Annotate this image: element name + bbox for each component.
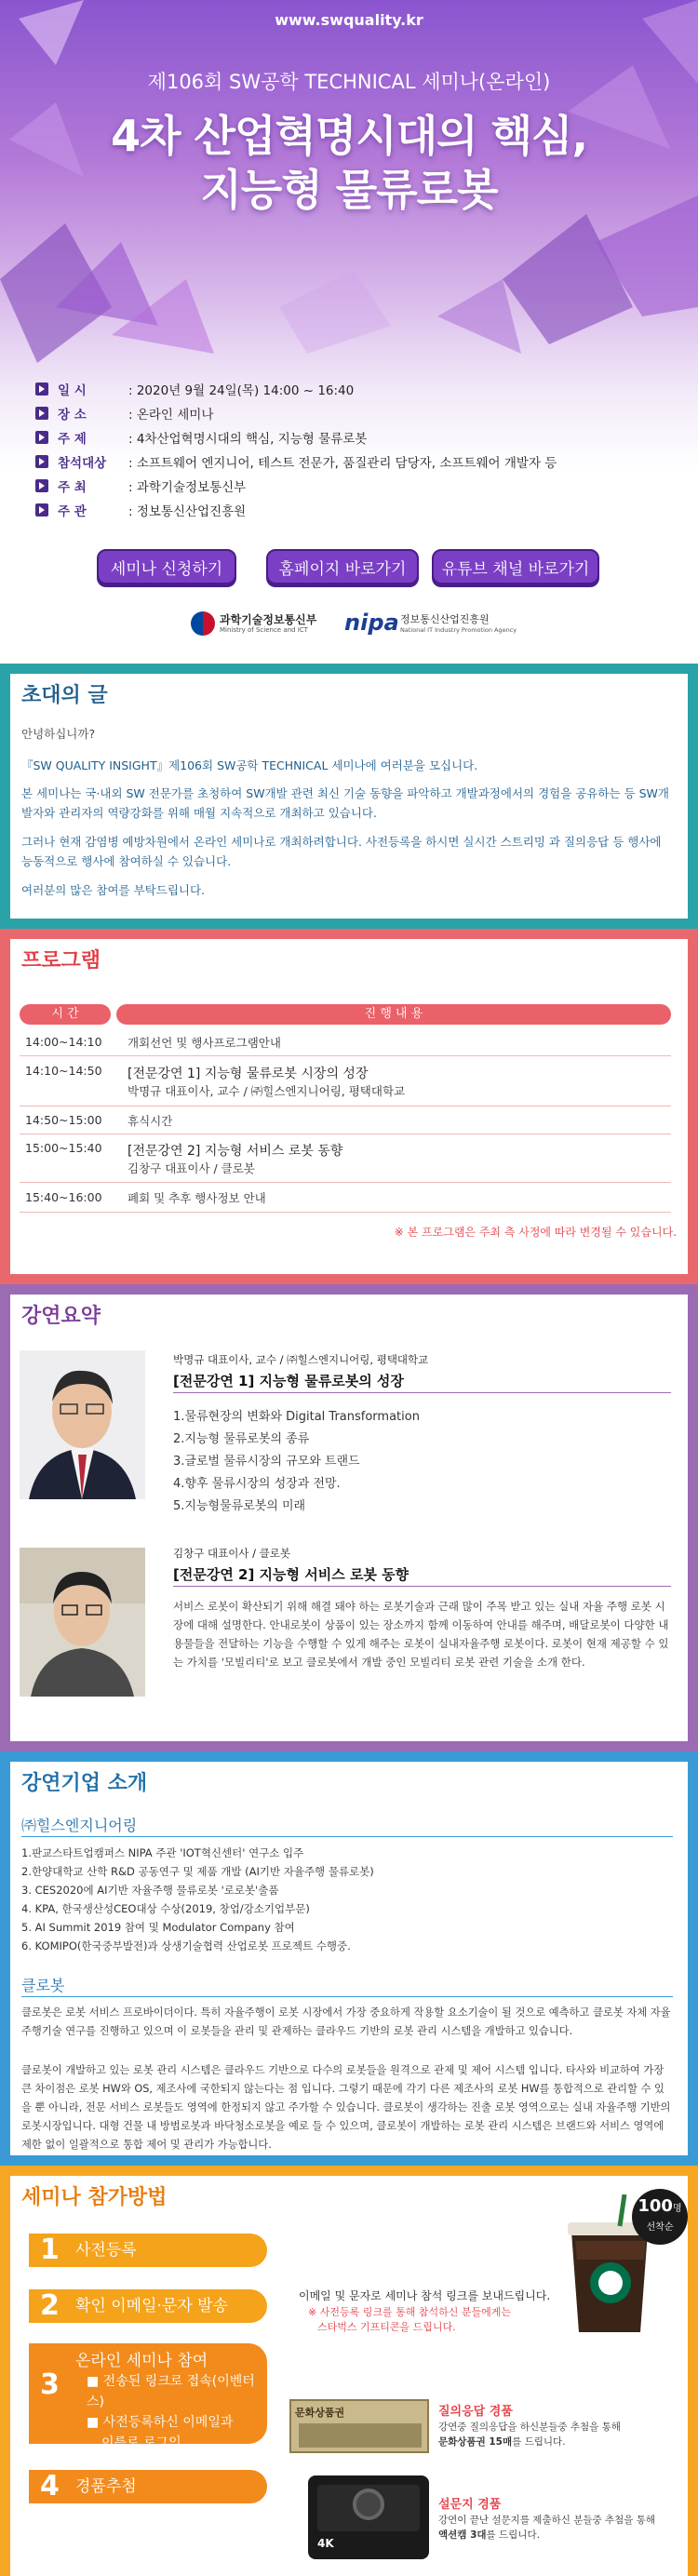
- row-content: 휴식시간: [128, 1113, 173, 1128]
- lecture2-description: 서비스 로봇이 확산되기 위해 해결 돼야 하는 로봇기술과 근래 많이 주목 받고 있는 실내 자율 주행 로봇 시장에 대해 설명한다. 안내로봇이 상품이 있는 장소까지 함께 이동하여 안내를 해주며, 배달로봇이 다양한 내용물들을 전달하는 기능을 수행할 수 있게 해주는 로봇이 실내자율주행 로봇이다. 로봇이 현재 제공할 수 있는 가치를 '모빌리티'로 보고 클로봇에서 개발 중인 모빌리티 로봇 관련 기술을 소개 한다.: [173, 1600, 669, 1669]
- table-row: [20, 1056, 671, 1107]
- info-value: : 2020년 9월 24일(목) 14:00 ~ 16:40: [128, 383, 355, 398]
- info-value: : 정보통신산업진흥원: [128, 504, 247, 519]
- list-item: 3.글로벌 물류시장의 규모와 트랜드: [173, 1455, 360, 1469]
- section-title: 강연기업 소개: [21, 1772, 148, 1795]
- prize2-title: 설문지 경품: [438, 2498, 502, 2512]
- list-item: 6. KOMIPO(한국중부발전)과 상생기술협력 산업로봇 프로젝트 수행중.: [21, 1939, 351, 1952]
- msit-name: 과학기술정보통신부: [220, 613, 317, 626]
- prize2-highlight: 액션캠 3대: [438, 2529, 487, 2541]
- row-time: 15:00~15:40: [25, 1141, 102, 1155]
- col-time-header: 시 간: [20, 1004, 111, 1025]
- info-value: : 소프트웨어 엔지니어, 테스트 전문가, 품질관리 담당자, 소프트웨어 개발자 등: [128, 456, 557, 471]
- msit-name-en: Ministry of Science and ICT: [220, 626, 308, 634]
- invitation-section: [0, 664, 698, 929]
- info-key: 주 최: [58, 480, 87, 495]
- list-item: 5. AI Summit 2019 참여 및 Modulator Company 참여: [21, 1921, 295, 1934]
- nipa-name-en: National IT Industry Promotion Agency: [400, 626, 517, 634]
- badge-number: 100: [638, 2196, 673, 2216]
- row-content: [전문강연 1] 지능형 물류로봇 시장의 성장: [128, 1067, 369, 1081]
- table-row: [20, 1028, 671, 1056]
- main-title-line2: 지능형 물류로봇: [200, 165, 498, 215]
- info-row: [35, 377, 650, 401]
- step-detail: 이름로 로그인: [101, 2435, 181, 2450]
- lecture-section: [0, 1284, 698, 1751]
- company1-history: [21, 1844, 374, 1955]
- divider: [173, 1392, 671, 1393]
- divider: [21, 1996, 673, 1997]
- organizer-logos: [0, 610, 698, 637]
- greeting: 안녕하십니까?: [21, 727, 96, 741]
- list-item: 2.지능형 물류로봇의 종류: [173, 1432, 310, 1446]
- row-time: 14:00~14:10: [25, 1035, 102, 1049]
- table-row: [20, 1134, 671, 1183]
- info-row: [35, 498, 650, 522]
- speaker2-photo: [20, 1548, 145, 1697]
- gift-card-image: [289, 2399, 429, 2453]
- row-content: [전문강연 2] 지능형 서비스 로봇 동향: [128, 1144, 343, 1159]
- info-key: 참석대상: [58, 456, 107, 471]
- site-url[interactable]: www.swquality.kr: [275, 11, 423, 29]
- list-item: 2.한양대학교 산학 R&D 공동연구 및 제품 개발 (AI기반 자율주행 물류로봇): [21, 1865, 374, 1878]
- invitation-p2: 본 세미나는 국·내외 SW 전문가를 초청하여 SW개발 관련 최신 기술 동향을 파악하고 개발과정에서의 경험을 공유하는 등 SW개발자와 관리자의 역량강화를 위해 매월 지속적으로 개최하고 있습니다.: [21, 786, 669, 820]
- section-title: 세미나 참가방법: [21, 2186, 168, 2209]
- bullet-icon: [35, 407, 48, 420]
- info-row: [35, 474, 650, 498]
- step-number: 2: [40, 2289, 60, 2322]
- participation-section: [0, 2166, 698, 2576]
- info-value: : 4차산업혁명시대의 핵심, 지능형 물류로봇: [128, 432, 368, 447]
- step-label: 확인 이메일·문자 발송: [75, 2297, 229, 2315]
- section-title: 초대의 글: [21, 684, 108, 707]
- company2-description-2: 클로봇이 개발하고 있는 로봇 관리 시스템은 클라우드 기반으로 다수의 로봇들을 원격으로 관제 및 제어 시스템 입니다. 타사와 비교하여 가장 큰 차이점은 로봇 HW와 OS, 제조사에 국한되지 않는다는 점 입니다. 그렇기 때문에 각기 다른 제조사의 로봇 HW를 통합적으로 관리할 수 있을 뿐 아니라, 전문 서비스 로봇들도 영역에 한정되지 않고 주가할 수 있습니다. 클로봇이 생각하는 진출 로봇 영역으로는 실내 자율주행 기반의 로봇시장입니다. 대형 건물 내 방범로봇과 바닥청소로봇을 예로 들 수 있으며, 클로봇이 개발하는 로봇 관리 시스템은 브랜드와 서비스 영역에 제한 없이 일괄적으로 통합 제어 및 관리가 가능합니다.: [21, 2064, 671, 2151]
- badge-unit: 명: [672, 2204, 682, 2214]
- event-info: [35, 377, 650, 522]
- lecture1-topic: [전문강연 1] 지능형 물류로봇의 성장: [173, 1373, 404, 1389]
- step-number: 4: [40, 2470, 60, 2502]
- prize1-highlight: 문화상품권 15매: [438, 2436, 513, 2448]
- step-label: 사전등록: [75, 2241, 137, 2260]
- program-section: [0, 929, 698, 1284]
- step-number: 1: [40, 2234, 60, 2266]
- row-speaker: 김창구 대표이사 / 클로봇: [128, 1161, 255, 1175]
- program-note: ※ 본 프로그램은 주최 측 사정에 따라 변경될 수 있습니다.: [394, 1226, 677, 1239]
- step-2: [29, 2289, 267, 2323]
- list-item: 4.향후 물류시장의 성장과 전망.: [173, 1477, 341, 1491]
- info-row: [35, 449, 650, 474]
- table-row: [20, 1107, 671, 1134]
- row-time: 14:50~15:00: [25, 1113, 102, 1127]
- bullet-icon: [35, 455, 48, 468]
- step-3: [29, 2343, 267, 2450]
- list-item: 3. CES2020에 AI기반 자율주행 물류로봇 '로로봇'출품: [21, 1884, 279, 1897]
- step-1: [29, 2234, 267, 2267]
- prize2-desc: 를 드립니다.: [486, 2529, 540, 2541]
- step-4: [29, 2470, 267, 2503]
- step-detail: ■ 사전등록하신 이메일과: [87, 2415, 234, 2430]
- speaker2-affiliation: 김창구 대표이사 / 클로봇: [173, 1547, 290, 1560]
- info-key: 일 시: [58, 383, 87, 398]
- speaker1-photo: [20, 1350, 145, 1499]
- first-come-badge: [632, 2189, 688, 2245]
- seminar-number: 제106회 SW공학 TECHNICAL 세미나(온라인): [147, 71, 551, 93]
- prize1-title: 질의응답 경품: [438, 2405, 513, 2419]
- msit-logo-icon: [191, 611, 215, 636]
- divider: [21, 1836, 673, 1837]
- bullet-icon: [35, 431, 48, 444]
- prize1-desc: 를 드립니다.: [512, 2436, 566, 2448]
- bullet-icon: [35, 503, 48, 517]
- step-number: 3: [40, 2368, 60, 2401]
- step-label: 경품추첨: [75, 2477, 137, 2496]
- info-key: 주 관: [58, 504, 87, 519]
- invitation-p3: 그러나 현재 감염병 예방차원에서 온라인 세미나로 개최하려합니다. 사전등록을 하시면 실시간 스트리밍 과 질의응답 등 행사에 능동적으로 행사에 참여하실 수 있습니다.: [21, 835, 662, 868]
- step-detail: ■ 전송된 링크로 접속(이벤터스): [87, 2374, 255, 2409]
- company2-name: 클로봇: [21, 1977, 65, 1994]
- section-title: 강연요약: [21, 1305, 101, 1328]
- invitation-p4: 여러분의 많은 참여를 부탁드립니다.: [21, 883, 206, 897]
- row-speaker: 박명규 대표이사, 교수 / ㈜힐스엔지니어링, 평택대학교: [128, 1084, 406, 1098]
- prize1-desc: 강연중 질의응답을 하신분들중 추첨을 통해: [438, 2422, 621, 2433]
- company1-name: ㈜힐스엔지니어링: [21, 1817, 138, 1834]
- col-content-header: 진 행 내 용: [116, 1004, 671, 1025]
- list-item: 5.지능형물류로봇의 미래: [173, 1499, 306, 1513]
- divider: [173, 1586, 671, 1587]
- nipa-logo: nipa: [344, 610, 399, 636]
- prize2-desc: 강연이 끝난 설문지를 제출하신 분들중 추첨을 통해: [438, 2515, 656, 2526]
- row-content: 개회선언 및 행사프로그램안내: [128, 1035, 281, 1050]
- bullet-icon: [35, 479, 48, 492]
- register-button[interactable]: 세미나 신청하기: [97, 549, 236, 584]
- info-row: [35, 425, 650, 449]
- info-row: [35, 401, 650, 425]
- section-title: 프로그램: [21, 949, 101, 973]
- lecture1-outline: [173, 1406, 420, 1518]
- step-label: 온라인 세미나 참여: [75, 2352, 208, 2370]
- gift-notice: ※ 사전등록 링크를 통해 참석하신 분들에게는: [308, 2306, 511, 2318]
- hero-banner: [0, 0, 698, 651]
- row-content: 폐회 및 추후 행사정보 안내: [128, 1190, 266, 1205]
- camera-label: 4K: [317, 2537, 334, 2550]
- email-notice: 이메일 및 문자로 세미나 참석 링크를 보내드립니다.: [299, 2289, 551, 2302]
- row-time: 15:40~16:00: [25, 1190, 102, 1204]
- speaker1-affiliation: 박명규 대표이사, 교수 / ㈜힐스엔지니어링, 평택대학교: [173, 1353, 429, 1366]
- info-value: : 과학기술정보통신부: [128, 480, 247, 495]
- info-value: : 온라인 세미나: [128, 408, 214, 423]
- info-key: 주 제: [58, 432, 87, 447]
- nipa-name: 정보통신산업진흥원: [400, 613, 490, 625]
- gift-card-label: 문화상품권: [295, 2407, 345, 2419]
- info-key: 장 소: [58, 408, 87, 423]
- row-time: 14:10~14:50: [25, 1064, 102, 1078]
- youtube-button[interactable]: 유튜브 채널 바로가기: [432, 549, 599, 584]
- main-title-line1: 4차 산업혁명시대의 핵심,: [111, 111, 587, 161]
- table-row: [20, 1183, 671, 1213]
- invitation-p1: 『SW QUALITY INSIGHT』제106회 SW공학 TECHNICAL 세미나에 여러분을 모십니다.: [21, 758, 478, 772]
- company2-description-1: 클로봇은 로봇 서비스 프로바이더이다. 특히 자율주행이 로봇 시장에서 가장 중요하게 작용할 요소기술이 될 것으로 예측하고 클로봇 자체 자율주행기술 연구를 진행하고 있으며 이 로봇들을 관리 및 관제하는 클라우드 기반의 로봇 관리 시스템을 개발하고 있습니다.: [21, 2006, 671, 2037]
- badge-label: 선착순: [646, 2222, 674, 2233]
- action-cam-image: [308, 2475, 429, 2559]
- gift-notice: 스타벅스 기프티콘을 드립니다.: [317, 2321, 456, 2333]
- lecture2-topic: [전문강연 2] 지능형 서비스 로봇 동향: [173, 1566, 409, 1583]
- homepage-button[interactable]: 홈페이지 바로가기: [266, 549, 419, 584]
- bullet-icon: [35, 382, 48, 396]
- list-item: 1.판교스타트업캠퍼스 NIPA 주관 'IOT혁신센터' 연구소 입주: [21, 1846, 304, 1859]
- list-item: 4. KPA, 한국생산성CEO대상 수상(2019, 창업/강소기업부문): [21, 1902, 310, 1915]
- company-section: [0, 1751, 698, 2166]
- list-item: 1.물류현장의 변화와 Digital Transformation: [173, 1410, 420, 1424]
